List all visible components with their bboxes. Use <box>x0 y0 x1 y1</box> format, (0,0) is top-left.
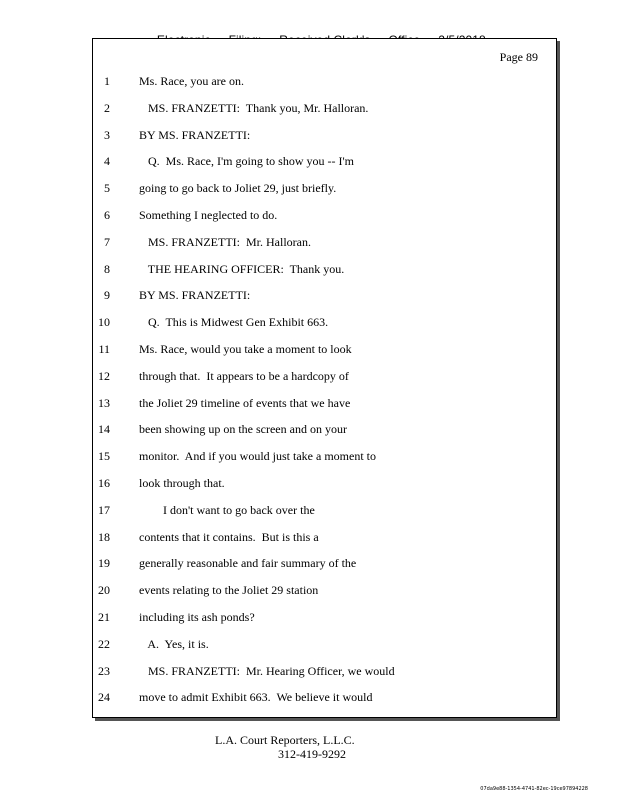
transcript-line <box>0 315 618 331</box>
transcript-line <box>0 74 618 90</box>
line-text: MS. FRANZETTI: Thank you, Mr. Halloran. <box>139 100 369 115</box>
line-number: 6 <box>104 208 110 222</box>
line-text: monitor. And if you would just take a moment to <box>139 449 376 464</box>
transcript-line <box>0 181 618 197</box>
line-number: 23 <box>98 663 110 678</box>
line-number: 5 <box>104 181 110 196</box>
line-number: 13 <box>98 395 110 410</box>
page-number: Page 89 <box>499 50 538 64</box>
transcript-line <box>0 235 618 251</box>
transcript-line <box>0 262 618 278</box>
transcript-line <box>0 101 618 117</box>
line-text: Q. Ms. Race, I'm going to show you -- I'm <box>139 154 354 169</box>
transcript-line <box>0 476 618 492</box>
transcript-line <box>0 422 618 438</box>
footer-phone: 312-419-9292 <box>278 747 346 761</box>
line-text: A. Yes, it is. <box>139 636 209 651</box>
line-number: 16 <box>98 476 110 490</box>
transcript-line <box>0 556 618 572</box>
line-number: 3 <box>104 127 110 142</box>
line-number: 12 <box>98 368 110 383</box>
line-text: MS. FRANZETTI: Mr. Hearing Officer, we would <box>139 663 395 678</box>
line-number: 2 <box>104 100 110 115</box>
line-text: including its ash ponds? <box>139 610 255 624</box>
line-text: I don't want to go back over the <box>139 502 315 517</box>
line-text: contents that it contains. But is this a <box>139 529 319 544</box>
transcript-line <box>0 583 618 599</box>
line-number: 14 <box>98 422 110 437</box>
line-text: THE HEARING OFFICER: Thank you. <box>139 261 345 276</box>
transcript-line <box>0 690 618 706</box>
transcript-line <box>0 369 618 385</box>
line-text: going to go back to Joliet 29, just briefly. <box>139 181 337 196</box>
transcript-line <box>0 208 618 224</box>
transcript-line <box>0 530 618 546</box>
line-number: 15 <box>98 449 110 464</box>
line-text: BY MS. FRANZETTI: <box>139 127 251 142</box>
line-number: 20 <box>98 583 110 598</box>
line-text: generally reasonable and fair summary of the <box>139 556 357 571</box>
line-text: the Joliet 29 timeline of events that we have <box>139 395 351 410</box>
line-text: through that. It appears to be a hardcopy of <box>139 368 349 383</box>
line-text: Q. This is Midwest Gen Exhibit 663. <box>139 315 329 330</box>
transcript-line <box>0 342 618 358</box>
line-text: events relating to the Joliet 29 station <box>139 583 319 598</box>
document-hash: 07da9e88-1354-4741-82ec-19ce97894228 <box>480 786 588 792</box>
line-number: 9 <box>104 288 110 303</box>
line-number: 4 <box>104 154 110 169</box>
line-text: BY MS. FRANZETTI: <box>139 288 251 303</box>
transcript-line <box>0 396 618 412</box>
line-number: 18 <box>98 529 110 544</box>
transcript-line <box>0 154 618 170</box>
line-text: been showing up on the screen and on your <box>139 422 347 437</box>
line-text: Something I neglected to do. <box>139 208 278 222</box>
transcript-line <box>0 664 618 680</box>
line-number: 24 <box>98 690 110 705</box>
line-number: 8 <box>104 261 110 276</box>
transcript-line <box>0 128 618 144</box>
transcript-line <box>0 610 618 626</box>
line-text: Ms. Race, would you take a moment to look <box>139 342 352 356</box>
transcript-line <box>0 637 618 653</box>
line-text: move to admit Exhibit 663. We believe it would <box>139 690 373 705</box>
footer-company: L.A. Court Reporters, L.L.C. <box>215 733 355 747</box>
line-text: MS. FRANZETTI: Mr. Halloran. <box>139 234 311 249</box>
line-number: 19 <box>98 556 110 571</box>
line-text: Ms. Race, you are on. <box>139 74 244 88</box>
line-number: 7 <box>104 234 110 249</box>
line-number: 1 <box>104 74 110 88</box>
transcript-line <box>0 288 618 304</box>
transcript-line <box>0 449 618 465</box>
line-number: 11 <box>98 342 110 356</box>
line-text: look through that. <box>139 476 225 490</box>
line-number: 21 <box>98 610 110 624</box>
line-number: 10 <box>98 315 110 330</box>
line-number: 17 <box>98 502 110 517</box>
transcript-line <box>0 503 618 519</box>
line-number: 22 <box>98 636 110 651</box>
